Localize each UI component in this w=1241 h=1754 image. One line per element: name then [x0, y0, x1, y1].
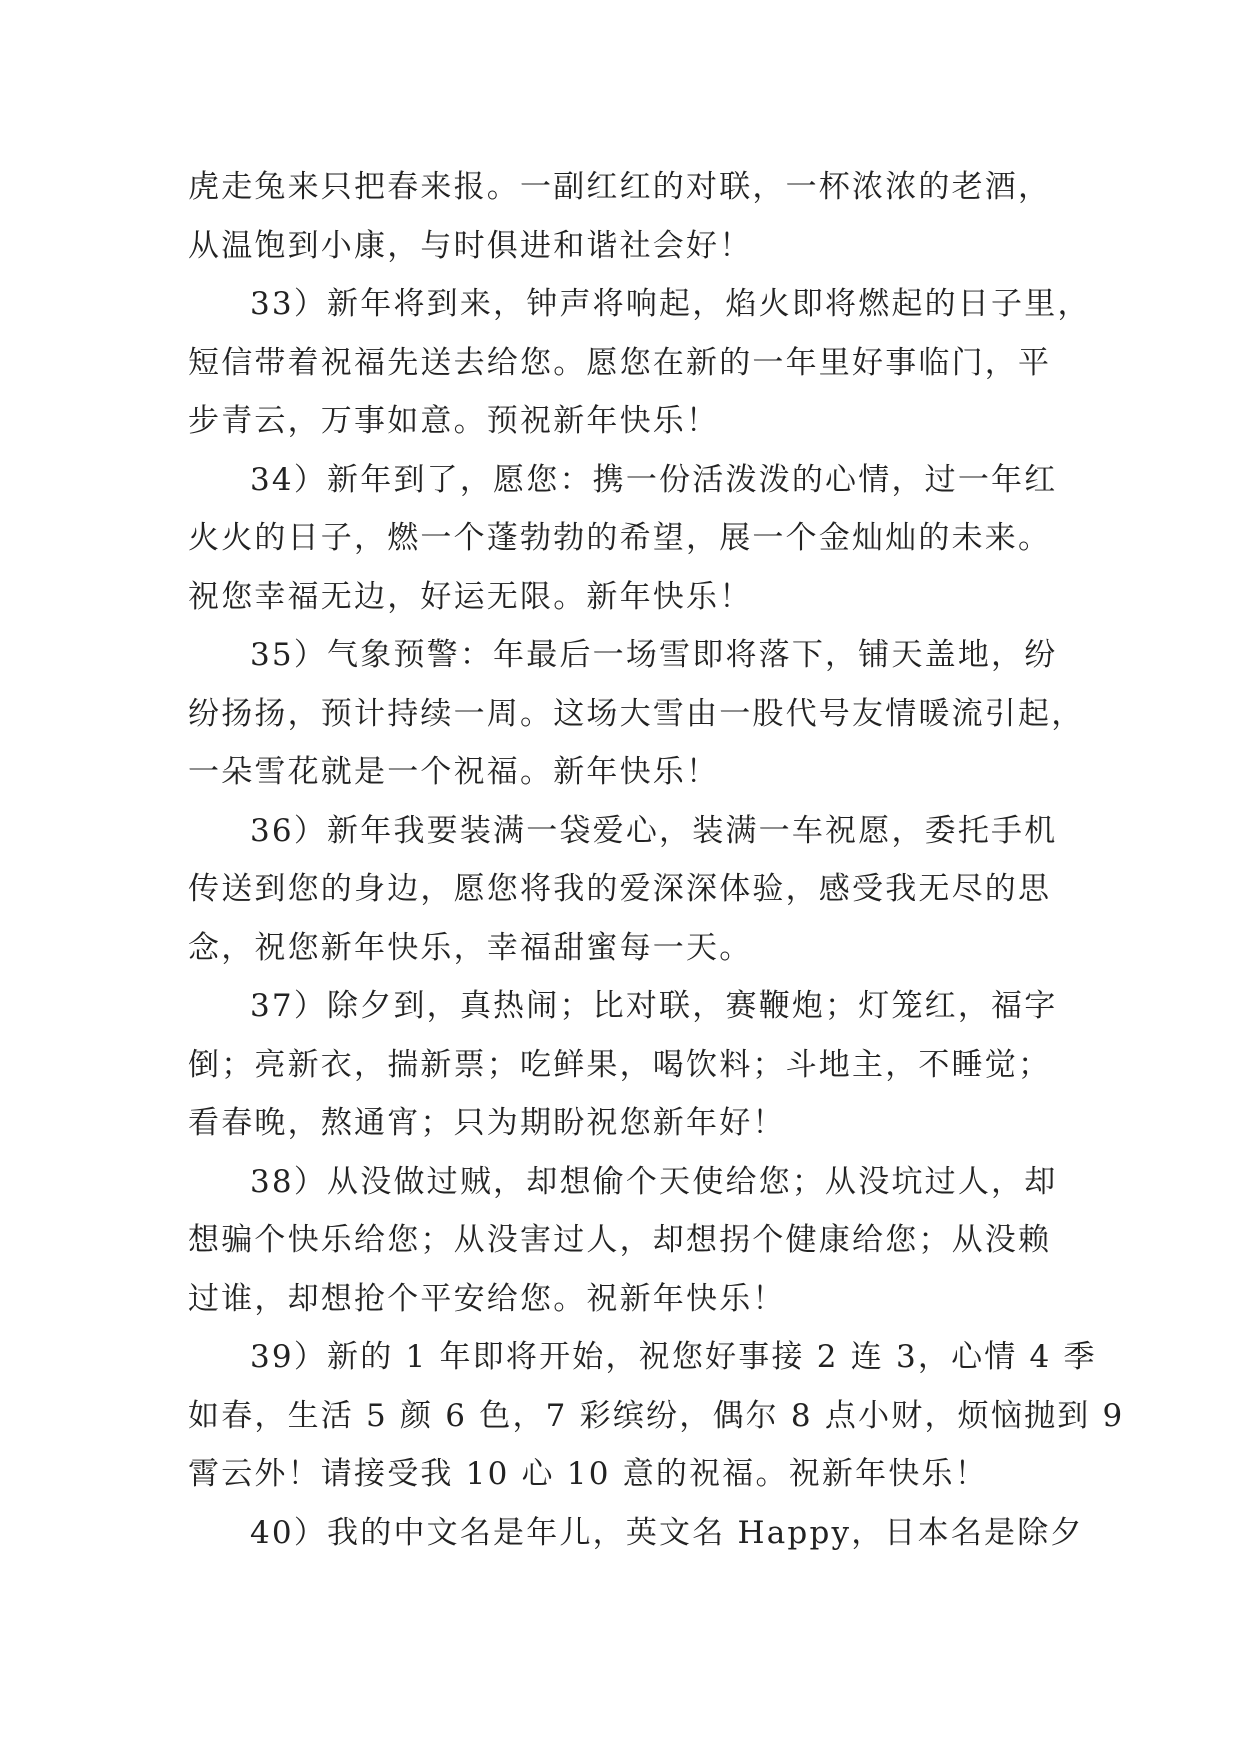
- text-line: 39）新的 1 年即将开始，祝您好事接 2 连 3，心情 4 季: [250, 1339, 1097, 1375]
- text-line: 想骗个快乐给您；从没害过人，却想拐个健康给您；从没赖: [188, 1222, 1052, 1258]
- text-line: 看春晚，熬通宵；只为期盼祝您新年好！: [188, 1105, 786, 1141]
- paragraph-38: [188, 1153, 1058, 1329]
- text-line: 祝您幸福无边，好运无限。新年快乐！: [188, 578, 753, 615]
- paragraph-40: [188, 1504, 1084, 1563]
- paragraph-39: [188, 1328, 1125, 1504]
- text-line: 35）气象预警：年最后一场雪即将落下，铺天盖地，纷: [250, 637, 1058, 673]
- text-line: 虎走兔来只把春来报。一副红红的对联，一杯浓浓的老酒，: [188, 169, 1052, 205]
- text-line: 倒；亮新衣，揣新票；吃鲜果，喝饮料；斗地主，不睡觉；: [188, 1046, 1052, 1083]
- text-line: 40）我的中文名是年儿，英文名 Happy，日本名是除夕: [250, 1514, 1084, 1551]
- text-line: 33）新年将到来，钟声将响起，焰火即将燃起的日子里，: [250, 286, 1091, 322]
- paragraph-35: [188, 626, 1085, 802]
- paragraph-36: [188, 802, 1058, 978]
- text-line: 36）新年我要装满一袋爱心，装满一车祝愿，委托手机: [250, 812, 1058, 849]
- paragraph-34: [188, 451, 1058, 627]
- text-line: 34）新年到了，愿您：携一份活泼泼的心情，过一年红: [250, 461, 1058, 498]
- text-line: 如春，生活 5 颜 6 色，7 彩缤纷，偶尔 8 点小财，烦恼抛到 9: [188, 1397, 1125, 1434]
- text-line: 传送到您的身边，愿您将我的爱深深体验，感受我无尽的思: [188, 871, 1052, 907]
- text-line: 从温饱到小康，与时俱进和谐社会好！: [188, 227, 753, 264]
- text-line: 一朵雪花就是一个祝福。新年快乐！: [188, 754, 720, 790]
- text-line: 火火的日子，燃一个蓬勃勃的希望，展一个金灿灿的未来。: [188, 520, 1052, 556]
- document-body: [188, 158, 1125, 1562]
- paragraph-33: [188, 275, 1091, 451]
- text-line: 38）从没做过贼，却想偷个天使给您；从没坑过人，却: [250, 1163, 1058, 1200]
- text-line: 过谁，却想抢个平安给您。祝新年快乐！: [188, 1280, 786, 1317]
- text-line: 短信带着祝福先送去给您。愿您在新的一年里好事临门，平: [188, 344, 1052, 381]
- paragraph-32-continued: [188, 158, 1058, 275]
- text-line: 37）除夕到，真热闹；比对联，赛鞭炮；灯笼红，福字: [250, 988, 1058, 1024]
- paragraph-37: [188, 977, 1058, 1153]
- text-line: 纷扬扬，预计持续一周。这场大雪由一股代号友情暖流引起，: [188, 695, 1085, 732]
- text-line: 念，祝您新年快乐，幸福甜蜜每一天。: [188, 929, 753, 966]
- text-line: 霄云外！请接受我 10 心 10 意的祝福。祝新年快乐！: [188, 1456, 988, 1492]
- text-line: 步青云，万事如意。预祝新年快乐！: [188, 403, 720, 439]
